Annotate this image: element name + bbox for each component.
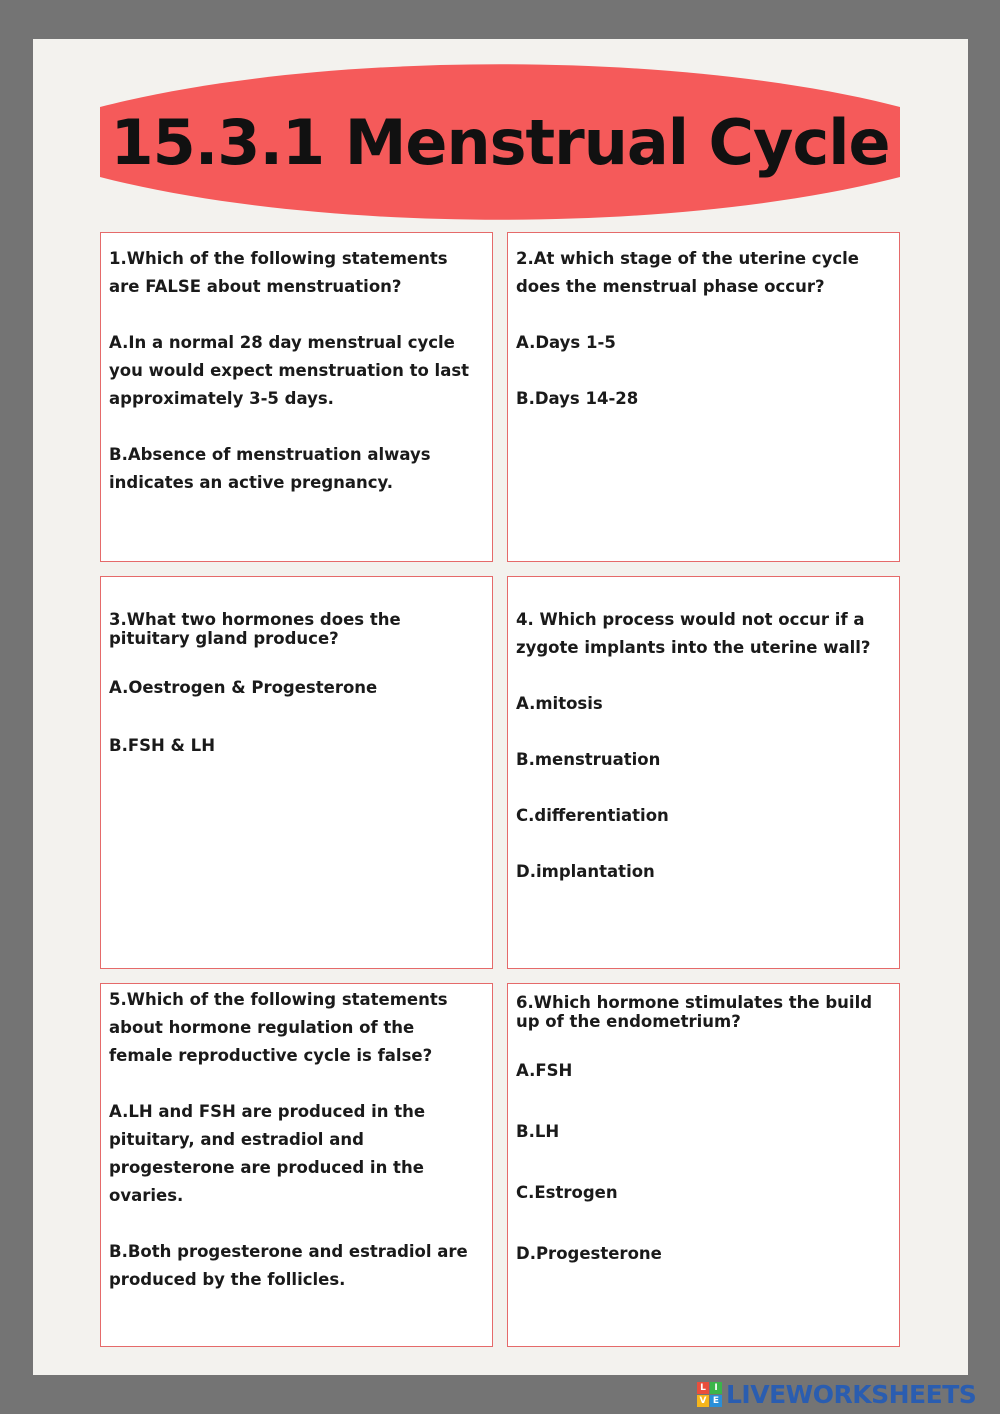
logo-icon	[697, 1382, 722, 1407]
answer-option[interactable]: B.Both progesterone and estradiol are produced by the follicles.	[109, 1242, 468, 1289]
question-card-2	[507, 232, 900, 562]
question-card-1	[100, 232, 493, 562]
page-title: 15.3.1 Menstrual Cycle	[110, 105, 890, 179]
logo-square-v: V	[697, 1395, 709, 1407]
question-text: 5.Which of the following statements about hormone regulation of the female reproductive cycle is false?	[109, 990, 448, 1065]
question-card-3	[100, 576, 493, 969]
answer-option[interactable]: B.menstruation	[516, 750, 661, 769]
question-card-5	[100, 983, 493, 1347]
logo-square-e: E	[710, 1395, 722, 1407]
answer-option[interactable]: B.Days 14-28	[516, 389, 639, 408]
question-text: 6.Which hormone stimulates the build up of the endometrium?	[516, 993, 873, 1031]
logo-text: LIVEWORKSHEETS	[726, 1379, 977, 1409]
logo-square-l: L	[697, 1382, 709, 1394]
answer-option[interactable]: A.In a normal 28 day menstrual cycle you would expect menstruation to last approximately 3-5 days.	[109, 333, 470, 408]
logo-square-i: I	[710, 1382, 722, 1394]
question-text: 2.At which stage of the uterine cycle does the menstrual phase occur?	[516, 249, 859, 296]
question-text: 4. Which process would not occur if a zygote implants into the uterine wall?	[516, 610, 871, 657]
question-card-6	[507, 983, 900, 1347]
answer-option[interactable]: A.Oestrogen & Progesterone	[109, 678, 378, 697]
answer-option[interactable]: C.Estrogen	[516, 1183, 618, 1202]
answer-option[interactable]: A.LH and FSH are produced in the pituitary, and estradiol and progesterone are produced in the ovaries.	[109, 1102, 426, 1205]
question-text: 3.What two hormones does the pituitary gland produce?	[109, 610, 401, 648]
question-card-4	[507, 576, 900, 969]
answer-option[interactable]: D.implantation	[516, 862, 655, 881]
answer-option[interactable]: A.Days 1-5	[516, 333, 616, 352]
liveworksheets-logo[interactable]	[697, 1380, 976, 1408]
answer-option[interactable]: C.differentiation	[516, 806, 669, 825]
answer-option[interactable]: B.FSH & LH	[109, 736, 216, 755]
answer-option[interactable]: B.LH	[516, 1122, 560, 1141]
title-banner	[100, 62, 900, 222]
answer-option[interactable]: B.Absence of menstruation always indicates an active pregnancy.	[109, 445, 431, 492]
answer-option[interactable]: A.mitosis	[516, 694, 603, 713]
answer-option[interactable]: A.FSH	[516, 1061, 573, 1080]
answer-option[interactable]: D.Progesterone	[516, 1244, 662, 1263]
question-text: 1.Which of the following statements are FALSE about menstruation?	[109, 249, 448, 296]
